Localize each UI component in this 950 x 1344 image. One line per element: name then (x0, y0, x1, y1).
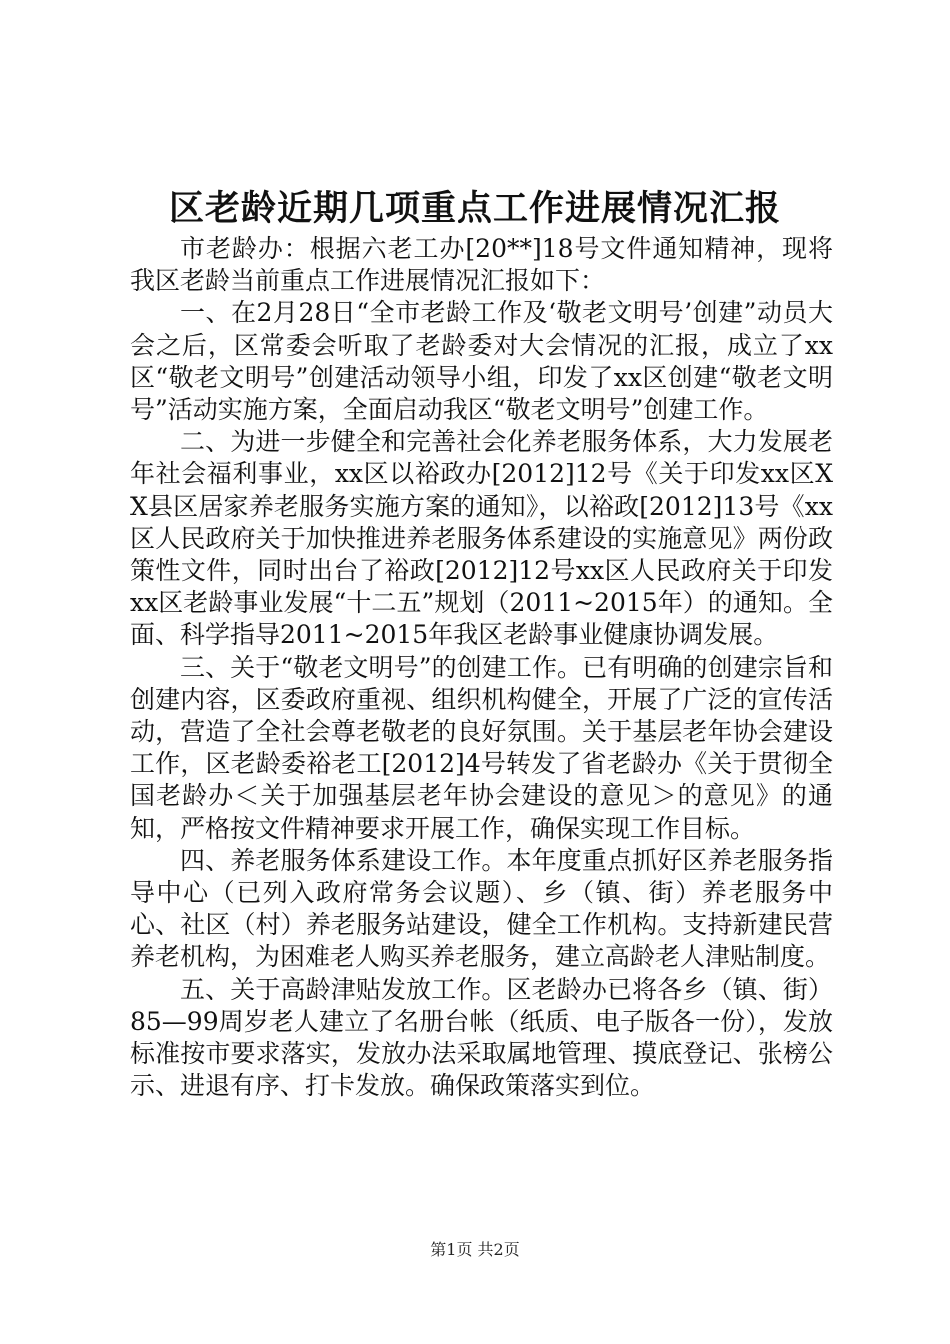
document-body (130, 233, 833, 1102)
document-title: 区老龄近期几项重点工作进展情况汇报 (168, 188, 781, 229)
paragraph-section-1: 一、在2月28日“全市老龄工作及‘敬老文明号’创建”动员大会之后，区常委会听取了老龄委对大会情况的汇报，成立了xx区“敬老文明号”创建活动领导小组，印发了xx区创建“敬老文明号”活动实施方案，全面启动我区“敬老文明号”创建工作。 (130, 298, 833, 425)
paragraph-section-5: 五、关于高龄津贴发放工作。区老龄办已将各乡（镇、街）85—99周岁老人建立了名册台帐（纸质、电子版各一份），发放标准按市要求落实，发放办法采取属地管理、摸底登记、张榜公示、进退有序、打卡发放。确保政策落实到位。 (130, 974, 833, 1101)
paragraph-section-4: 四、养老服务体系建设工作。本年度重点抓好区养老服务指导中心（已列入政府常务会议题）、乡（镇、街）养老服务中心、社区（村）养老服务站建设，健全工作机构。支持新建民营养老机构，为困难老人购买养老服务，建立高龄老人津贴制度。 (130, 845, 833, 972)
paragraph-section-2: 二、为进一步健全和完善社会化养老服务体系，大力发展老年社会福利事业，xx区以裕政办[2012]12号《关于印发xx区XX县区居家养老服务实施方案的通知》，以裕政[2012]13号《xx区人民政府关于加快推进养老服务体系建设的实施意见》两份政策性文件，同时出台了裕政[2012]12号xx区人民政府关于印发xx区老龄事业发展“十二五”规划（2011~2015年）的通知。全面、科学指导2011~2015年我区老龄事业健康协调发展。 (130, 427, 833, 650)
page-footer: 第1页 共2页 (430, 1240, 520, 1259)
paragraph-intro: 市老龄办：根据六老工办[20**]18号文件通知精神，现将我区老龄当前重点工作进展情况汇报如下： (130, 234, 833, 296)
paragraph-section-3: 三、关于“敬老文明号”的创建工作。已有明确的创建宗旨和创建内容，区委政府重视、组织机构健全，开展了广泛的宣传活动，营造了全社会尊老敬老的良好氛围。关于基层老年协会建设工作，区老龄委裕老工[2012]4号转发了省老龄办《关于贯彻全国老龄办＜关于加强基层老年协会建设的意见＞的意见》的通知，严格按文件精神要求开展工作，确保实现工作目标。 (130, 652, 833, 843)
